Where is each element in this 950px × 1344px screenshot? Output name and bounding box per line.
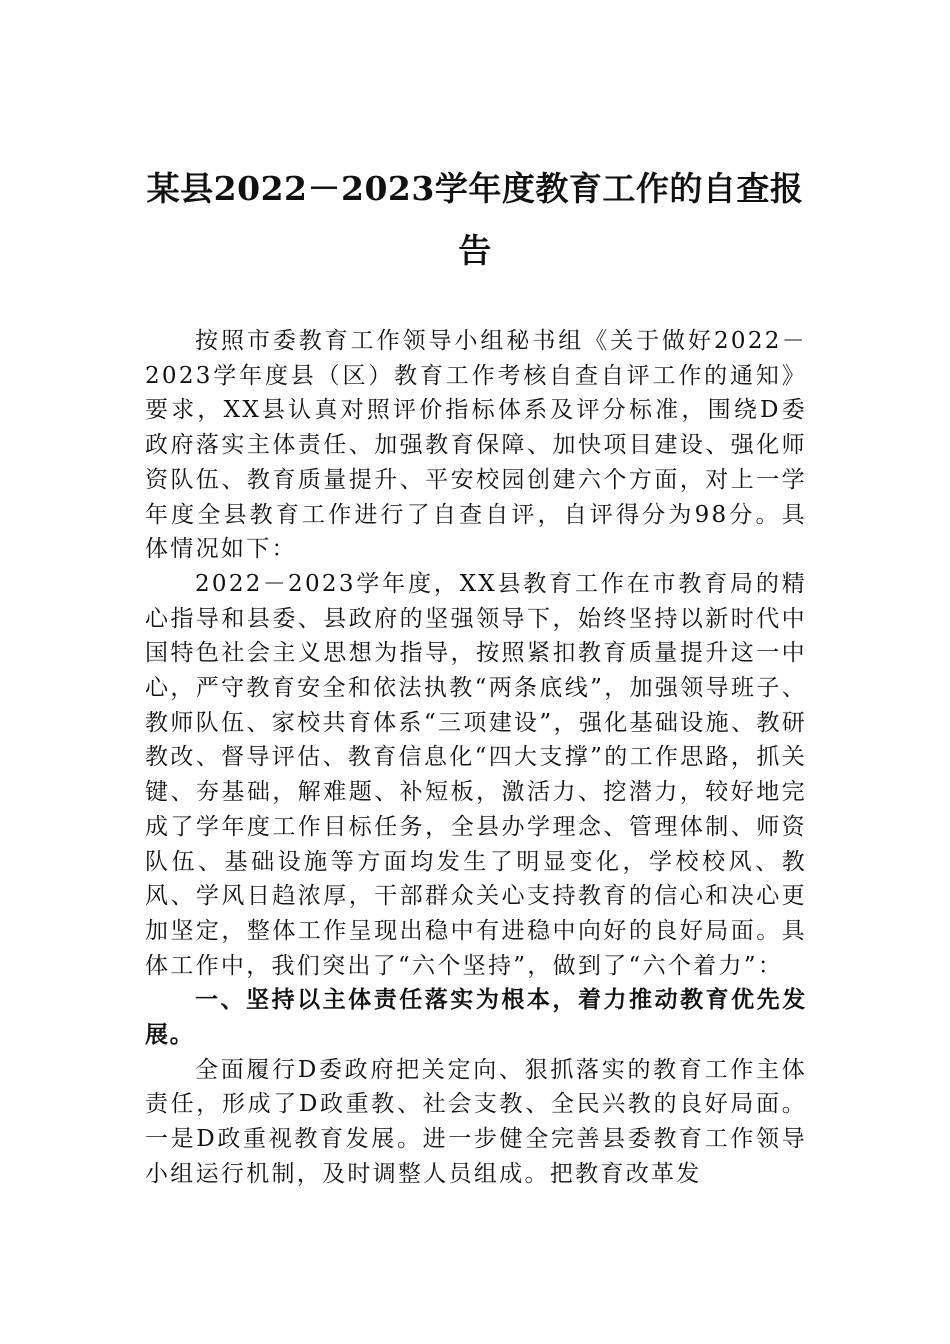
document-body [145,324,807,1192]
section-1-paragraph: 全面履行D委政府把关定向、狠抓落实的教育工作主体责任，形成了D政重教、社会支教、全民兴教的良好局面。一是D政重视教育发展。进一步健全完善县委教育工作领导小组运行机制，及时调整人员组成。把教育改革发 [145,1056,807,1187]
document-title: 某县2022－2023学年度教育工作的自查报告 [146,169,804,270]
intro-paragraph: 按照市委教育工作领导小组秘书组《关于做好2022－2023学年度县（区）教育工作考核自查自评工作的通知》要求，XX县认真对照评价指标体系及评分标准，围绕D委政府落实主体责任、加强教育保障、加快项目建设、强化师资队伍、教育质量提升、平安校园创建六个方面，对上一学年度全县教育工作进行了自查自评，自评得分为98分。具体情况如下： [145,328,807,563]
section-heading-1: 一、坚持以主体责任落实为根本，着力推动教育优先发展。 [145,987,807,1049]
overview-paragraph: 2022－2023学年度，XX县教育工作在市教育局的精心指导和县委、县政府的坚强领导下，始终坚持以新时代中国特色社会主义思想为指导，按照紧扣教育质量提升这一中心，严守教育安全和依法执教“两条底线”，加强领导班子、教师队伍、家校共育体系“三项建设”，强化基础设施、教研教改、督导评估、教育信息化“四大支撑”的工作思路，抓关键、夯基础，解难题、补短板，激活力、挖潜力，较好地完成了学年度工作目标任务，全县办学理念、管理体制、师资队伍、基础设施等方面均发生了明显变化，学校校风、教风、学风日趋浓厚，干部群众关心支持教育的信心和决心更加坚定，整体工作呈现出稳中有进稳中向好的良好局面。具体工作中，我们突出了“六个坚持”，做到了“六个着力”： [145,570,807,979]
